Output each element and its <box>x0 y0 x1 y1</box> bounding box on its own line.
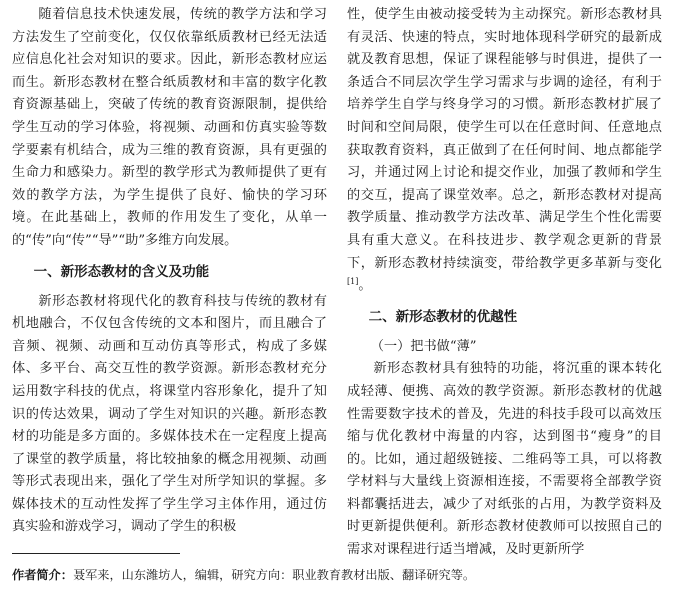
citation-marker: [1] <box>347 277 359 287</box>
continued-paragraph-text: 性，使学生由被动接受转为主动探究。新形态教材具有灵活、快速的特点，实时地体现科学研究的最新成就及教育思想，保证了课程能够与时俱进，提供了一条适合不同层次学生学习需求与步调的途径，有利于培养学生自学与终身学习的习惯。新形态教材扩展了时间和空间局限，使学生可以在任意时间、任意地点获取教育资料，真正做到了在任何时间、地点都能学习，并通过网上讨论和提交作业，加强了教师和学生的交互，提高了课堂效率。总之，新形态教材对提高教学质量、推动教学方法改革、满足学生个性化需要具有重大意义。在科技进步、教学观念更新的背景下，新形态教材持续演变，带给教学更多革新与变化 <box>347 7 662 271</box>
section-1-paragraph: 新形态教材将现代化的教育科技与传统的教材有机地融合，不仅包含传统的文本和图片，而且融合了音频、视频、动画和互动仿真等形式，构成了多媒体、多平台、高交互性的教学资源。新形态教材充分运用数字科技的优点，将课堂内容形象化，提升了知识的传达效果，调动了学生对知识的兴趣。新形态教材的功能是多方面的。多媒体技术在一定程度上提高了课堂的教学质量，将比较抽象的概念用视频、动画等形式表现出来，强化了学生对所学知识的掌握。多媒体技术的互动性发挥了学生学习主体作用，通过仿真实验和游戏学习，调动了学生的积极 <box>12 293 327 535</box>
subsection-1-paragraph: 新形态教材具有独特的功能，将沉重的课本转化成轻薄、便携、高效的教学资源。新形态教材的优越性需要数字技术的普及，先进的科技手段可以高效压缩与优化教材中海量的内容，达到图书“瘦身”的目的。比如，通过超级链接、二维码等工具，可以将教学材料与大量线上资源相连接，不需要将全部教学资料都囊括进去，减少了对纸张的占用，为教学资料及时更新提供便利。新形态教材使教师可以按照自己的需求对课程进行适当增减，及时更新所学 <box>347 361 662 558</box>
right-column <box>347 4 662 562</box>
section-2-heading: 二、新形态教材的优越性 <box>368 308 518 325</box>
left-column <box>12 4 327 539</box>
subsection-1-heading: （一）把书做“薄” <box>370 338 477 354</box>
footnote-rule <box>12 553 180 554</box>
footnote-label: 作者简介： <box>12 568 73 582</box>
footnote-text: 聂军来，山东潍坊人，编辑，研究方向：职业教育教材出版、翻译研究等。 <box>72 568 476 582</box>
author-footnote <box>12 566 662 584</box>
continued-paragraph-end: 。 <box>358 278 372 294</box>
continued-paragraph <box>347 4 662 298</box>
section-1-heading: 一、新形态教材的含义及功能 <box>33 263 210 280</box>
intro-paragraph: 随着信息技术快速发展，传统的教学方法和学习方法发生了空前变化，仅仅依靠纸质教材已经无法适应信息化社会对知识的要求。因此，新形态教材应运而生。新形态教材在整合纸质教材和丰富的数字化教育资源基础上，突破了传统的教育资源限制，提供给学生互动的学习体验，将视频、动画和仿真实验等数学要素有机结合，成为三维的教育资源，具有更强的生命力和感染力。新型的教学形式为教师提供了更有效的教学方法，为学生提供了良好、愉快的学习环境。在此基础上，教师的作用发生了变化，从单一的“传”向“传”“导”“助”多维方向发展。 <box>12 7 327 248</box>
